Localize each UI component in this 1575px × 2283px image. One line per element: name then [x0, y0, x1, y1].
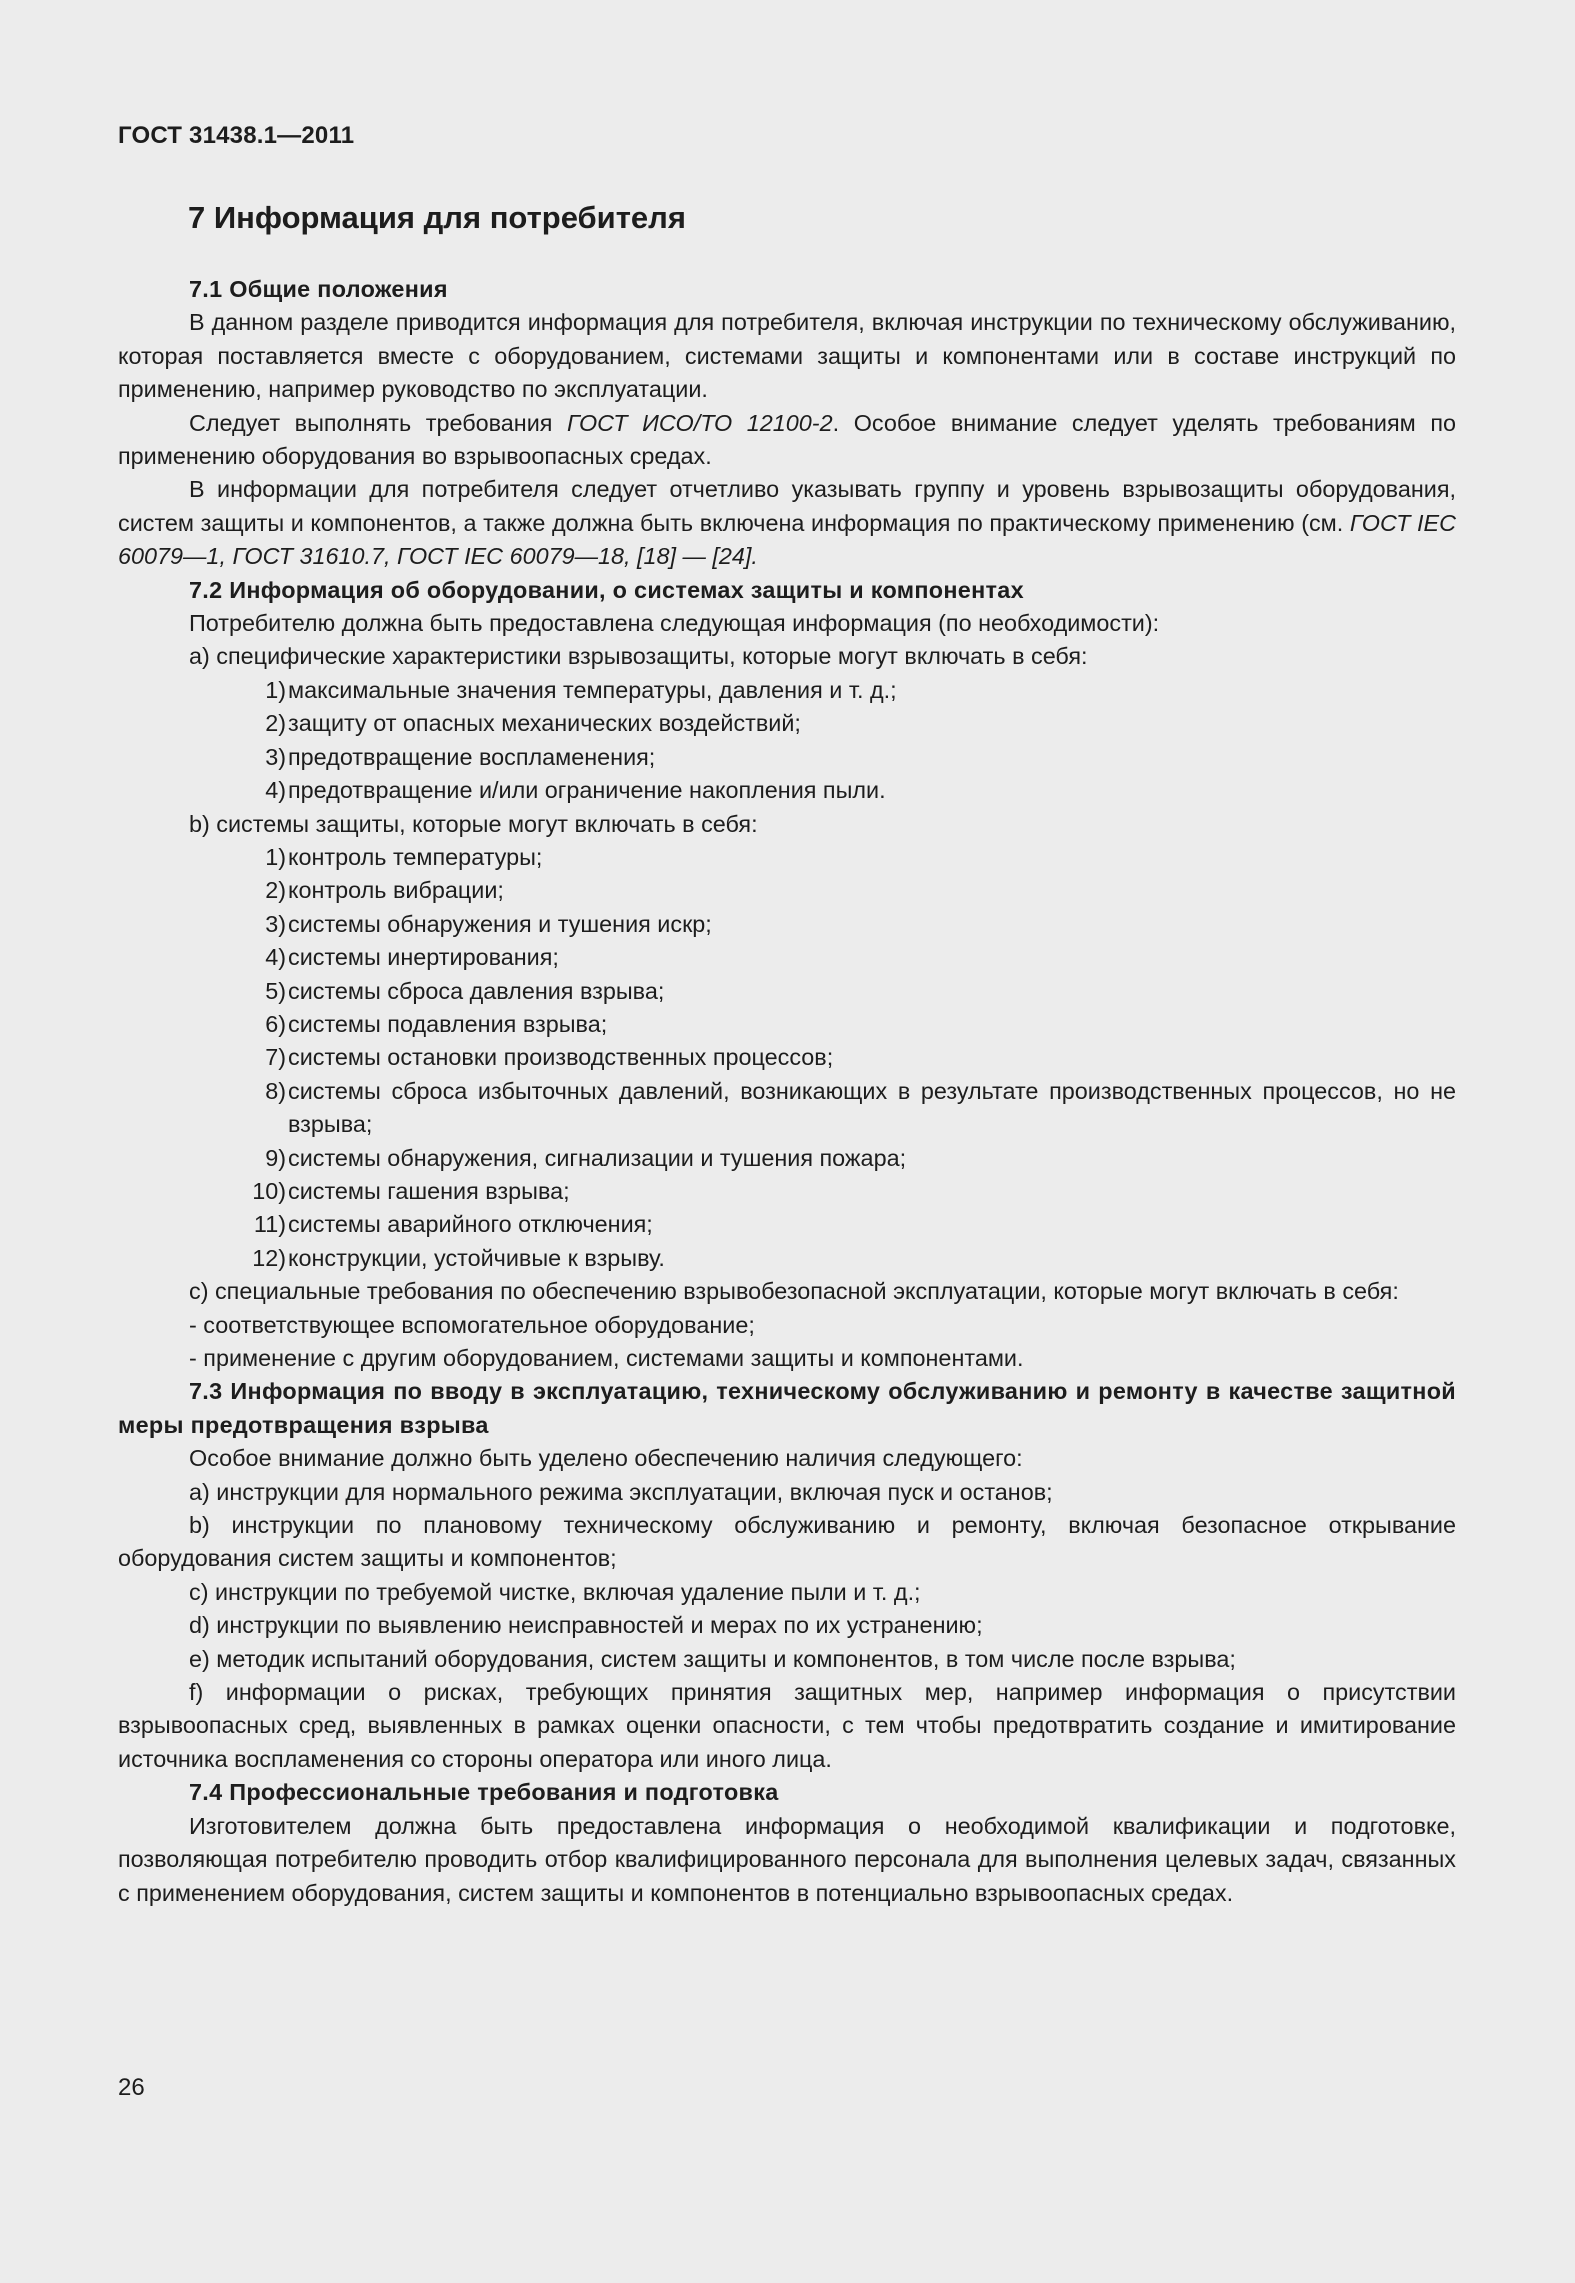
- numbered-list-item: [118, 1175, 1456, 1208]
- item-text: системы инертирования;: [288, 944, 559, 971]
- page-number: 26: [118, 2074, 145, 2101]
- list-item: - соответствующее вспомогательное оборудование;: [189, 1311, 755, 1338]
- numbered-list-item: [118, 707, 1456, 740]
- numbered-list-item: [118, 874, 1456, 907]
- numbered-list-item: [118, 1142, 1456, 1175]
- subsection-heading-7-3: 7.3 Информация по вводу в эксплуатацию, техническому обслуживанию и ремонту в качестве защитной меры предотвращения взрыва: [118, 1378, 1456, 1438]
- list-item: f) информации о рисках, требующих принятия защитных мер, например информация о присутствии взрывоопасных сред, выявленных в рамках оценки опасности, с тем чтобы предотвратить создание и имитирование источника воспламенения со стороны оператора или иного лица.: [118, 1679, 1456, 1772]
- list-item: с) инструкции по требуемой чистке, включая удаление пыли и т. д.;: [189, 1578, 921, 1605]
- item-text: системы остановки производственных процессов;: [288, 1044, 834, 1071]
- item-text: максимальные значения температуры, давления и т. д.;: [288, 676, 897, 703]
- item-text: системы обнаружения и тушения искр;: [288, 910, 712, 937]
- standard-reference: ГОСТ ИСО/ТО 12100-2: [567, 409, 833, 436]
- numbered-list-item: [118, 774, 1456, 807]
- list-item: d) инструкции по выявлению неисправностей и мерах по их устранению;: [189, 1612, 983, 1639]
- paragraph: [118, 407, 1456, 474]
- item-text: контроль температуры;: [288, 843, 543, 870]
- item-number: 2): [265, 710, 286, 737]
- numbered-list-item: [118, 1075, 1456, 1142]
- paragraph: Потребителю должна быть предоставлена следующая информация (по необходимости):: [189, 610, 1160, 637]
- item-text: системы сброса избыточных давлений, возникающих в результате производственных процессов, но не взрыва;: [288, 1077, 1456, 1138]
- numbered-list-item: [118, 908, 1456, 941]
- list-label: с) специальные требования по обеспечению взрывобезопасной эксплуатации, которые могут включать в себя:: [189, 1278, 1399, 1305]
- item-number: 7): [265, 1044, 286, 1071]
- item-number: 6): [265, 1010, 286, 1037]
- paragraph: В данном разделе приводится информация для потребителя, включая инструкции по техническому обслуживанию, которая поставляется вместе с оборудованием, системами защиты и компонентами или в составе инструкций по применению, например руководство по эксплуатации.: [118, 309, 1456, 403]
- item-number: 2): [265, 877, 286, 904]
- section-title: 7 Информация для потребителя: [188, 200, 686, 235]
- text-run: Следует выполнять требования: [189, 409, 568, 436]
- paragraph: [118, 473, 1456, 573]
- numbered-list-item: [118, 741, 1456, 774]
- item-text: конструкции, устойчивые к взрыву.: [288, 1244, 665, 1271]
- item-text: контроль вибрации;: [288, 877, 504, 904]
- item-text: системы обнаружения, сигнализации и тушения пожара;: [288, 1144, 907, 1171]
- item-number: 1): [265, 843, 286, 870]
- item-text: системы подавления взрыва;: [288, 1010, 608, 1037]
- text-run: В информации для потребителя следует отчетливо указывать группу и уровень взрывозащиты оборудования, систем защиты и компонентов, а также должна быть включена информация по практическому применению (см.: [118, 476, 1456, 536]
- item-number: 11): [253, 1211, 286, 1238]
- numbered-list-item: [118, 1242, 1456, 1275]
- item-text: системы аварийного отключения;: [288, 1211, 653, 1238]
- text-run: . Особое внимание следует уделять требованиям по применению оборудования во взрывоопасных средах.: [118, 409, 1456, 470]
- numbered-list-item: [118, 975, 1456, 1008]
- list-item: b) инструкции по плановому техническому обслуживанию и ремонту, включая безопасное открывание оборудования систем защиты и компонентов;: [118, 1512, 1456, 1572]
- item-number: 1): [265, 676, 286, 703]
- standard-reference: ГОСТ IEC 60079—1, ГОСТ 31610.7, ГОСТ IEC 60079—18, [18] — [24].: [118, 509, 1456, 570]
- numbered-list-a: [118, 674, 1456, 808]
- subsection-heading-7-2: 7.2 Информация об оборудовании, о системах защиты и компонентах: [189, 576, 1024, 603]
- numbered-list-item: [118, 841, 1456, 874]
- item-number: 3): [265, 743, 286, 770]
- item-number: 3): [265, 910, 286, 937]
- paragraph: Изготовителем должна быть предоставлена информация о необходимой квалификации и подготовке, позволяющая потребителю проводить отбор квалифицированного персонала для выполнения целевых задач, связанных с применением оборудования, систем защиты и компонентов в потенциально взрывоопасных средах.: [118, 1812, 1456, 1906]
- list-item: е) методик испытаний оборудования, систем защиты и компонентов, в том числе после взрыва;: [189, 1645, 1236, 1672]
- subsection-heading-7-1: 7.1 Общие положения: [189, 276, 448, 302]
- item-text: предотвращение воспламенения;: [288, 743, 656, 770]
- numbered-list-item: [118, 674, 1456, 707]
- list-label: b) системы защиты, которые могут включать в себя:: [189, 810, 758, 837]
- numbered-list-item: [118, 1008, 1456, 1041]
- item-number: 9): [265, 1144, 286, 1171]
- numbered-list-b: [118, 841, 1456, 1275]
- item-text: системы гашения взрыва;: [288, 1177, 570, 1204]
- numbered-list-item: [118, 1208, 1456, 1241]
- paragraph: Особое внимание должно быть уделено обеспечению наличия следующего:: [189, 1445, 1023, 1472]
- item-number: 5): [265, 977, 286, 1004]
- item-text: защиту от опасных механических воздействий;: [288, 710, 801, 737]
- subsection-heading-7-4: 7.4 Профессиональные требования и подготовка: [189, 1779, 779, 1806]
- document-body: [118, 273, 1456, 1910]
- document-code-header: ГОСТ 31438.1—2011: [118, 122, 355, 149]
- list-item: а) инструкции для нормального режима эксплуатации, включая пуск и останов;: [189, 1478, 1053, 1505]
- list-label: а) специфические характеристики взрывозащиты, которые могут включать в себя:: [189, 643, 1088, 670]
- item-number: 4): [265, 944, 286, 971]
- numbered-list-item: [118, 1041, 1456, 1074]
- item-number: 8): [265, 1077, 286, 1104]
- list-item: - применение с другим оборудованием, системами защиты и компонентами.: [189, 1345, 1024, 1371]
- numbered-list-item: [118, 941, 1456, 974]
- item-text: системы сброса давления взрыва;: [288, 977, 665, 1004]
- item-number: 4): [265, 777, 286, 804]
- item-number: 12): [252, 1244, 286, 1271]
- item-number: 10): [252, 1177, 286, 1204]
- item-text: предотвращение и/или ограничение накопления пыли.: [288, 777, 886, 804]
